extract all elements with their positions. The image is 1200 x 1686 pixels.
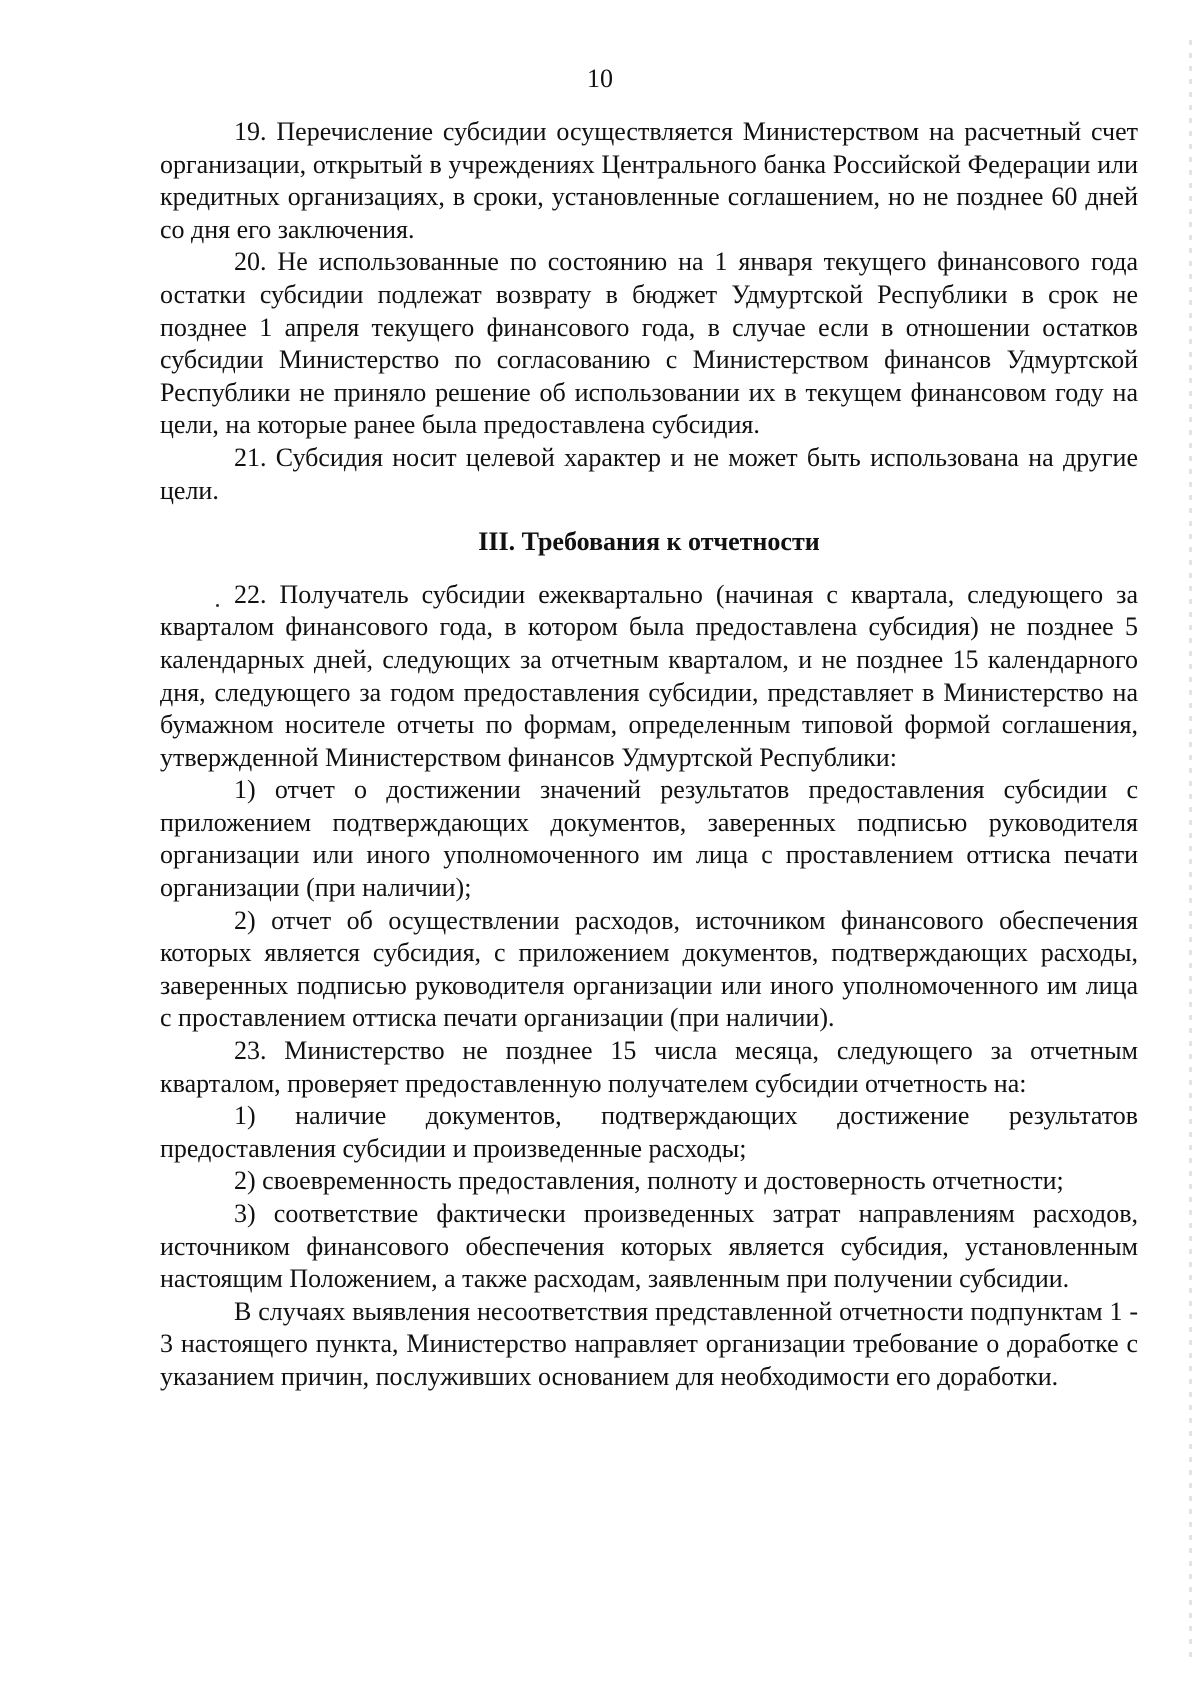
paragraph-23-closing: В случаях выявления несоответствия представленной отчетности подпунктам 1 - 3 настоящего пункта, Министерство направляет организации требование о доработке с указанием причин, послуживших основанием для необходимости его доработки. bbox=[160, 1296, 1138, 1391]
paragraph-20: 20. Не использованные по состоянию на 1 января текущего финансового года остатки субсидии подлежат возврату в бюджет Удмуртской Республики в срок не позднее 1 апреля текущего финансового года, в случае если в отношении остатков субсидии Министерство по согласованию с Министерством финансов Удмуртской Республики не приняло решение об использовании их в текущем финансовом году на цели, на которые ранее была предоставлена субсидия. bbox=[160, 247, 1138, 440]
section-heading: III. Требования к отчетности bbox=[478, 527, 820, 557]
paragraph-21: 21. Субсидия носит целевой характер и не может быть использована на другие цели. bbox=[160, 442, 1138, 505]
list-item-23-1: 1) наличие документов, подтверждающих достижение результатов предоставления субсидии и произведенные расходы; bbox=[160, 1101, 1138, 1163]
document-body bbox=[160, 116, 1138, 1394]
list-item-22-2: 2) отчет об осуществлении расходов, источником финансового обеспечения которых является субсидия, с приложением документов, подтверждающих расходы, заверенных подписью руководителя организации или иного уполномоченного им лица с проставлением оттиска печати организации (при наличии). bbox=[160, 905, 1138, 1033]
paragraph-23: 23. Министерство не позднее 15 числа месяца, следующего за отчетным кварталом, проверяет предоставленную получателем субсидии отчетность на: bbox=[160, 1036, 1138, 1098]
paragraph-19: 19. Перечисление субсидии осуществляется Министерством на расчетный счет организации, открытый в учреждениях Центрального банка Российской Федерации или кредитных организациях, в сроки, установленные соглашением, но не позднее 60 дней со дня его заключения. bbox=[160, 117, 1138, 244]
scan-edge-artifact bbox=[1189, 40, 1192, 1660]
list-item-23-3: 3) соответствие фактически произведенных затрат направлениям расходов, источником финансового обеспечения которых является субсидия, установленным настоящим Положением, а также расходам, заявленным при получении субсидии. bbox=[160, 1199, 1138, 1294]
page-number: 10 bbox=[587, 64, 613, 93]
list-item-22-1: 1) отчет о достижении значений результатов предоставления субсидии с приложением подтверждающих документов, заверенных подписью руководителя организации или иного уполномоченного им лица с проставлением оттиска печати организации (при наличии); bbox=[160, 775, 1138, 903]
list-item-23-2: 2) своевременность предоставления, полноту и достоверность отчетности; bbox=[234, 1166, 1064, 1196]
paragraph-22: 22. Получатель субсидии ежеквартально (начиная с квартала, следующего за кварталом финансового года, в котором была предоставлена субсидия) не позднее 5 календарных дней, следующих за отчетным кварталом, и не позднее 15 календарного дня, следующего за годом предоставления субсидии, представляет в Министерство на бумажном носителе отчеты по формам, определенным типовой формой соглашения, утвержденной Министерством финансов Удмуртской Республики: bbox=[160, 579, 1138, 772]
